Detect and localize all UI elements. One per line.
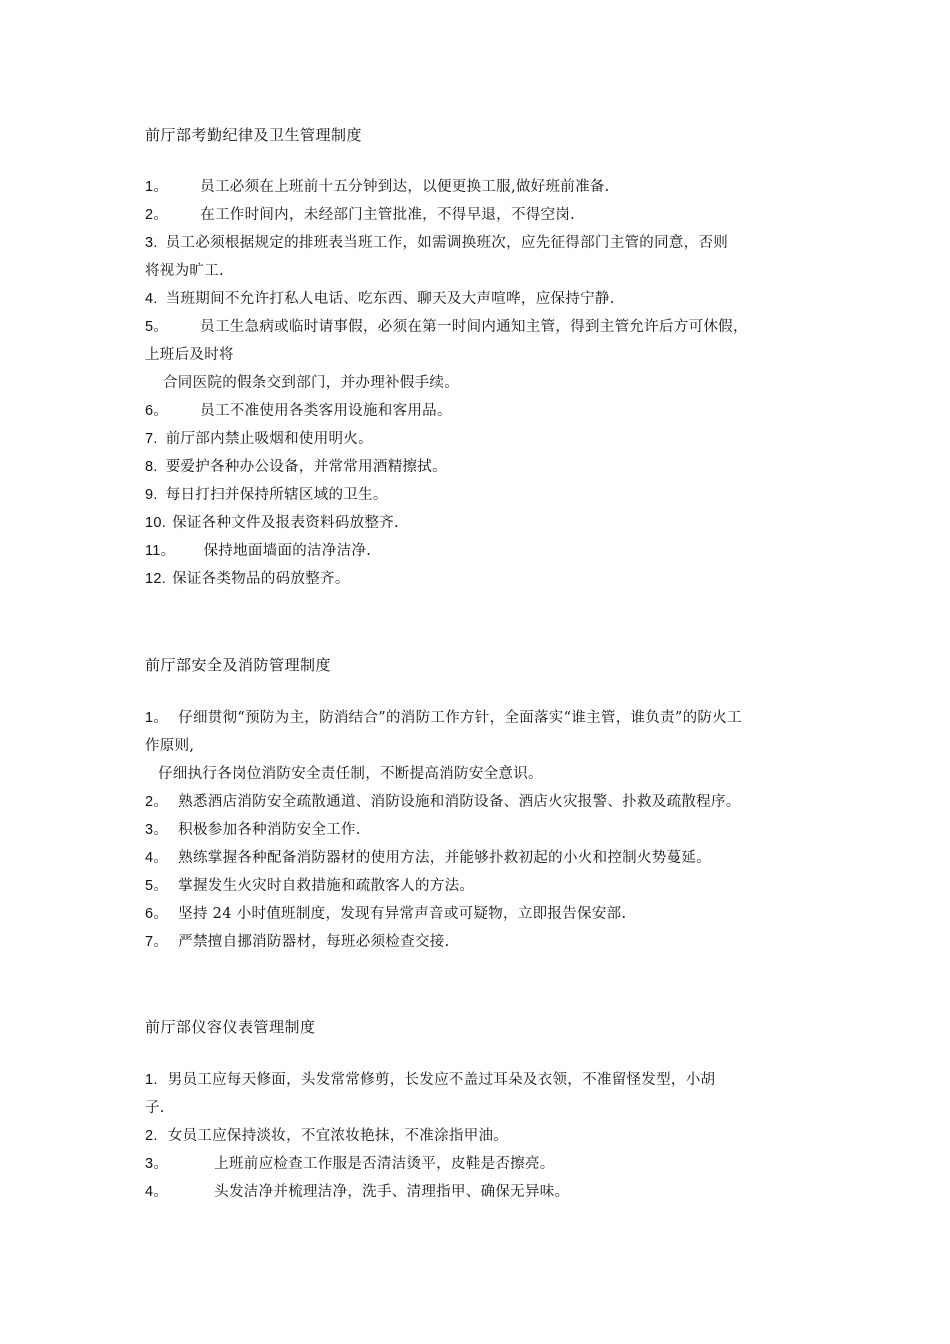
rule-item: 10. 保证各种文件及报表资料码放整齐. [145,515,399,531]
rule-item: 12. 保证各类物品的码放整齐。 [145,571,350,587]
rule-item: 1. 男员工应每天修面，头发常常修剪，长发应不盖过耳朵及衣领，不准留怪发型，小胡 [145,1072,716,1088]
rule-item: 8. 要爱护各种办公设备，并常常用酒精擦拭。 [145,459,447,475]
rule-item-continuation: 将视为旷工. [145,263,224,279]
rule-item: 9. 每日打扫并保持所辖区域的卫生。 [145,487,388,503]
rule-item: 2. 女员工应保持淡妆，不宜浓妆艳抹，不准涂指甲油。 [145,1128,509,1144]
rule-item: 4。 头发洁净并梳理洁净，洗手、清理指甲、确保无异味。 [145,1184,570,1200]
rule-item: 11。 保持地面墙面的洁净洁净. [145,543,372,559]
section-title: 前厅部仪容仪表管理制度 [145,1018,316,1036]
rule-item-continuation: 合同医院的假条交到部门，并办理补假手续。 [163,375,459,391]
section-safety-fire [145,655,815,956]
rule-item-continuation: 上班后及时将 [145,347,234,363]
rule-item: 6。 坚持 24 小时值班制度，发现有异常声音或可疑物，立即报告保安部. [145,906,627,922]
rule-item-continuation: 作原则, [145,738,195,754]
rule-item: 4。 熟练掌握各种配备消防器材的使用方法，并能够扑救初起的小火和控制火势蔓延。 [145,850,711,866]
section-appearance [145,1017,815,1206]
rule-item: 5。 掌握发生火灾时自救措施和疏散客人的方法。 [145,878,475,894]
rule-item: 7。 严禁擅自挪消防器材，每班必须检查交接. [145,934,450,950]
section-title: 前厅部安全及消防管理制度 [145,656,332,674]
rule-item: 3. 员工必须根据规定的排班表当班工作，如需调换班次，应先征得部门主管的同意，否则 [145,235,729,251]
rule-item: 3。 积极参加各种消防安全工作. [145,822,361,838]
rule-item: 2。 熟悉酒店消防安全疏散通道、消防设施和消防设备、酒店火灾报警、扑救及疏散程序。 [145,794,741,810]
rule-item-continuation: 子. [145,1100,165,1116]
rule-item: 1。 仔细贯彻“预防为主，防消结合”的消防工作方针，全面落实“谁主管，谁负责”的防火工 [145,710,742,726]
section-title: 前厅部考勤纪律及卫生管理制度 [145,126,363,144]
rule-list [145,1066,815,1206]
rule-list [145,173,815,593]
rule-item: 7. 前厅部内禁止吸烟和使用明火。 [145,431,373,447]
rule-item: 4. 当班期间不允许打私人电话、吃东西、聊天及大声喧哗，应保持宁静. [145,291,615,307]
rule-item: 2。 在工作时间内，未经部门主管批准，不得早退，不得空岗. [145,207,576,223]
rule-item-continuation: 仔细执行各岗位消防安全责任制，不断提高消防安全意识。 [158,766,543,782]
rule-list [145,704,815,956]
rule-item: 1。 员工必须在上班前十五分钟到达，以便更换工服,做好班前准备. [145,179,610,195]
rule-item: 3。 上班前应检查工作服是否清洁烫平，皮鞋是否擦亮。 [145,1156,555,1172]
rule-item: 6。 员工不准使用各类客用设施和客用品。 [145,403,452,419]
rule-item: 5。 员工生急病或临时请事假，必须在第一时间内通知主管，得到主管允许后方可休假， [145,319,748,335]
section-attendance-hygiene [145,125,815,593]
